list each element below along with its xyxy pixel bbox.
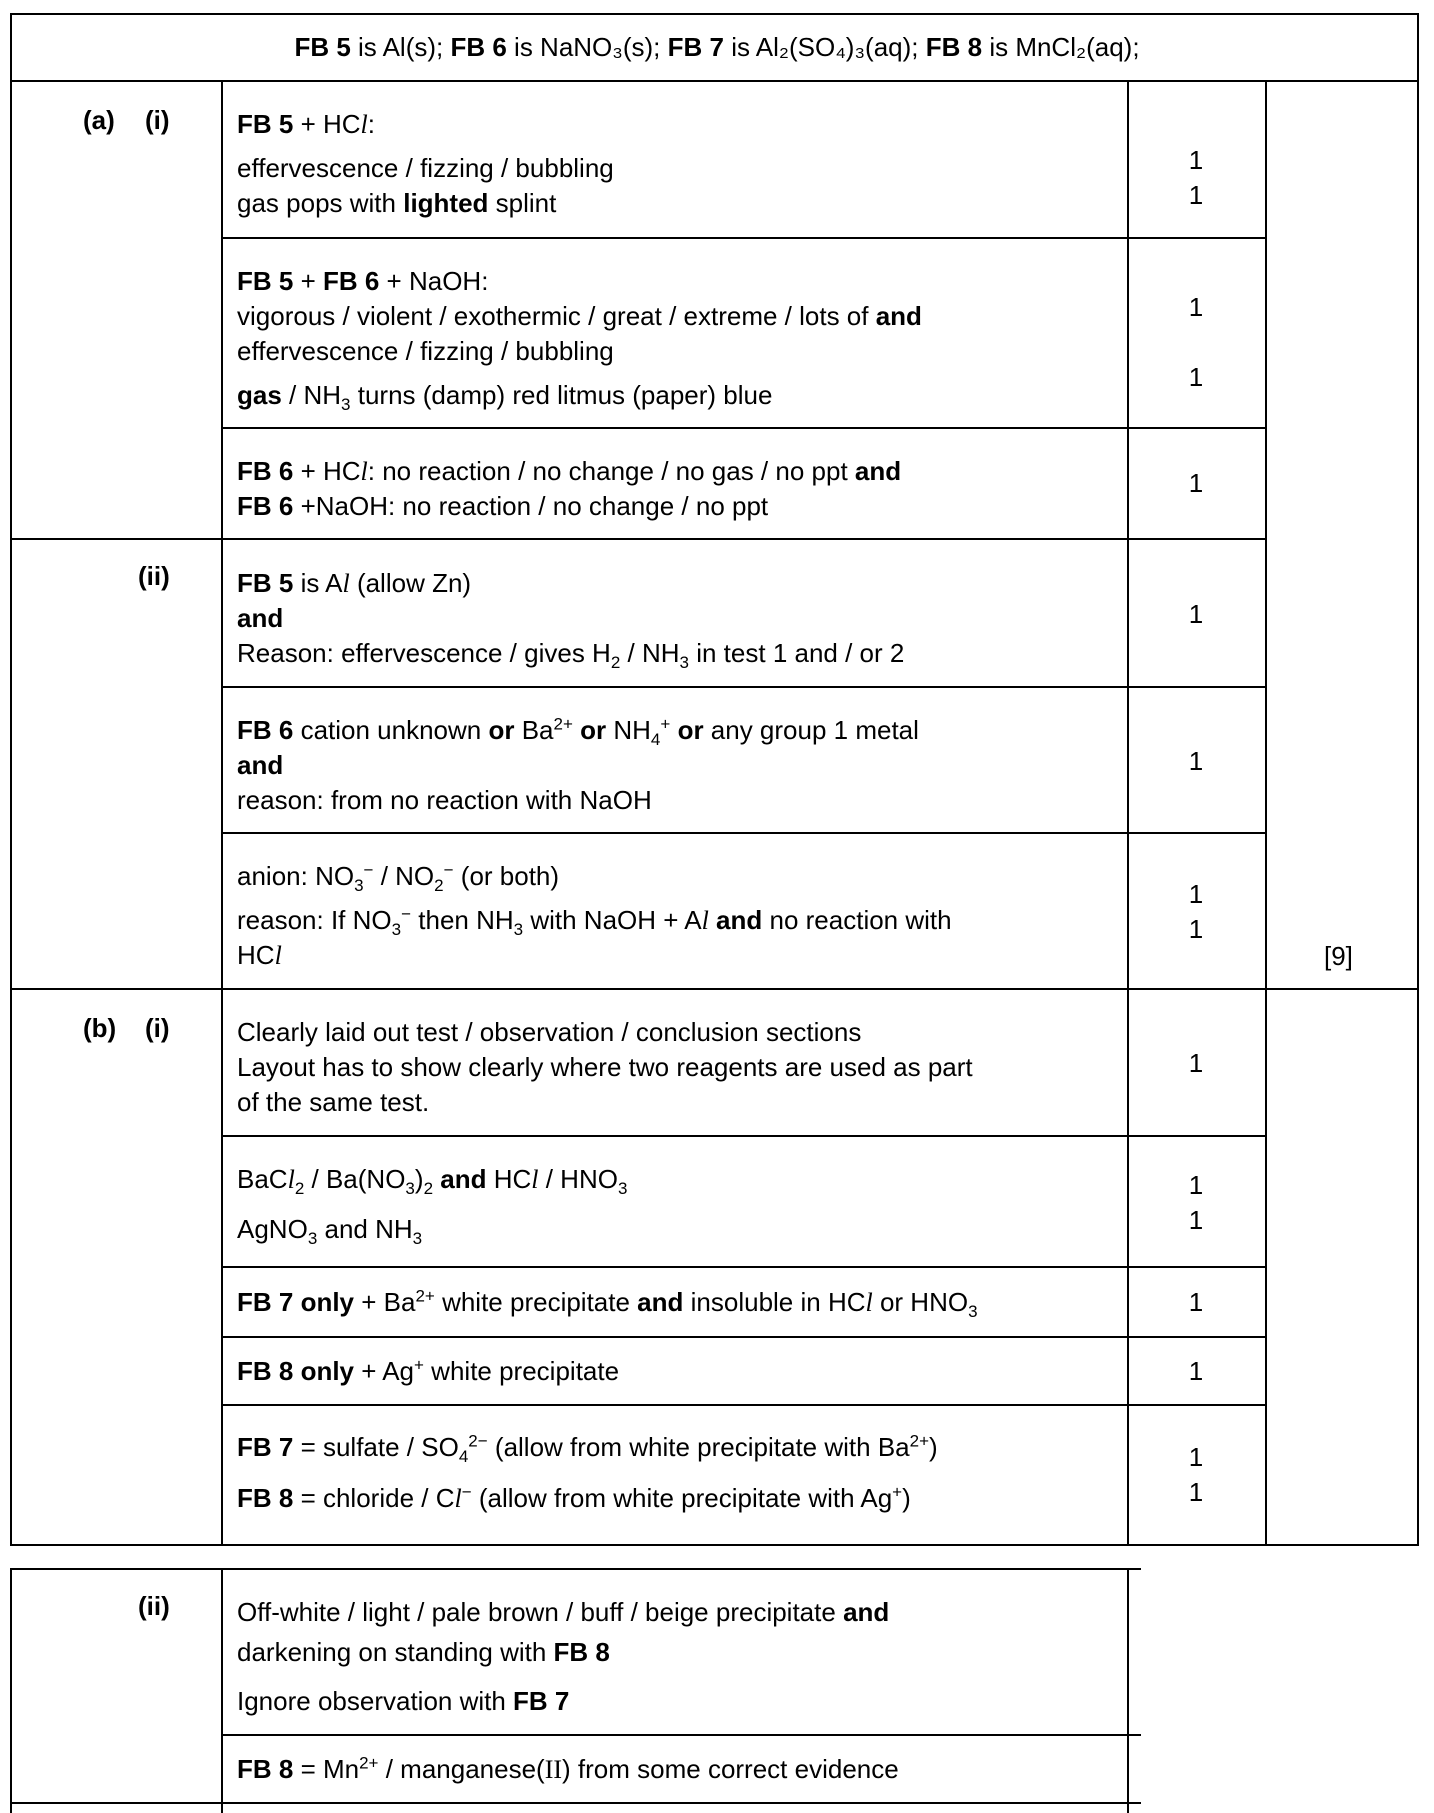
mark: 1 xyxy=(1188,1477,1204,1507)
mark: 1 xyxy=(1188,362,1204,392)
row-line: Reason: effervescence / gives $H_2 / NH_3$ in test 1 and / or 2 xyxy=(237,638,905,673)
fb7-identity: is Al₂(SO₄)₃(aq); xyxy=(723,32,926,62)
row-line: Off-white / light / pale brown / buff / beige precipitate and xyxy=(237,1597,890,1627)
mark: 1 xyxy=(1188,599,1204,629)
row-line: FB 5 + FB 6 + NaOH: xyxy=(237,266,489,296)
fb8-label: FB 8 xyxy=(925,32,983,62)
fb5-identity: is Al(s); xyxy=(350,32,451,62)
part-b-ii-label: (ii) xyxy=(138,1591,170,1621)
row-line: FB 6 +NaOH: no reaction / no change / no ppt xyxy=(237,491,769,521)
row-line: FB $8 = Mn^{2+}$ / manganese(II) from some correct evidence xyxy=(237,1753,899,1784)
row-line: of the same test. xyxy=(237,1087,430,1117)
mark: 1 xyxy=(1188,746,1204,776)
row-line: vigorous / violent / exothermic / great / extreme / lots of and xyxy=(237,301,922,331)
row-line: Ignore observation with FB 7 xyxy=(237,1686,570,1716)
part-a-ii-label: (ii) xyxy=(138,561,170,591)
total-marks-a: [9] xyxy=(1324,941,1353,971)
row-line: and xyxy=(237,603,284,633)
mark: 1 xyxy=(1188,1287,1204,1317)
row-line: FB 8 only + Ag+ white precipitate xyxy=(237,1355,620,1386)
mark: 1 xyxy=(1188,1048,1204,1078)
row-line: FB 7 only + $Ba^{2+}$ white precipitate and insoluble in HCl or $HNO_3$ xyxy=(237,1286,978,1322)
row-line: darkening on standing with FB 8 xyxy=(237,1637,610,1667)
row-line: reason: from no reaction with NaOH xyxy=(237,785,652,815)
row-line: FB 5 + HCl: xyxy=(237,109,375,139)
row-line: FB 5 is Al (allow Zn) xyxy=(237,568,472,598)
row-line: and xyxy=(237,750,284,780)
mark: 1 xyxy=(1188,180,1204,210)
part-b-i-label: (i) xyxy=(145,1013,170,1043)
row-line: anion: $NO_3^- / NO_2^-$ (or both) xyxy=(237,860,560,896)
fb6-identity: is NaNO₃(s); xyxy=(506,32,668,62)
mark: 1 xyxy=(1188,292,1204,322)
row-line: BaCl$_2$ / $Ba(NO_3)_2$ and HCl / $HNO_3$ xyxy=(237,1164,628,1199)
mark: 1 xyxy=(1188,1205,1204,1235)
row-line: FB 6 cation unknown or $Ba^{2+}$ or $NH_4^+$ or any group 1 metal xyxy=(237,714,919,750)
mark: 1 xyxy=(1188,468,1204,498)
mark: 1 xyxy=(1188,145,1204,175)
row-line: FB 6 + HCl: no reaction / no change / no gas / no ppt and xyxy=(237,456,902,486)
fb7-label: FB 7 xyxy=(667,32,724,62)
row-line: Layout has to show clearly where two reagents are used as part xyxy=(237,1052,973,1082)
row-line: effervescence / fizzing / bubbling xyxy=(237,153,614,183)
mark: 1 xyxy=(1188,879,1204,909)
row-line: FB 8 = chloride / Cl− (allow from white precipitate with Ag+) xyxy=(237,1482,911,1513)
fb8-identity: is MnCl₂(aq); xyxy=(982,32,1140,62)
mark: 1 xyxy=(1188,1442,1204,1472)
part-a-label: (a) xyxy=(83,105,115,135)
fb6-label: FB 6 xyxy=(450,32,507,62)
row-line: Clearly laid out test / observation / conclusion sections xyxy=(237,1017,862,1047)
fb5-label: FB 5 xyxy=(294,32,351,62)
mark: 1 xyxy=(1188,1170,1204,1200)
row-line: gas pops with lighted splint xyxy=(237,188,557,218)
row-line: HCl xyxy=(237,940,282,970)
mark: 1 xyxy=(1188,914,1204,944)
row-line: FB 7 = sulfate / $SO_4^{2-}$ (allow from white precipitate with $Ba^{2+}$) xyxy=(237,1431,938,1467)
part-a-i-label: (i) xyxy=(145,105,170,135)
row-line: AgNO$_3$ and $NH_3$ xyxy=(237,1214,423,1249)
header-row xyxy=(0,30,1434,64)
row-line: reason: If $NO_3^-$ then $NH_3$ with NaOH + Al and no reaction with xyxy=(237,904,952,940)
row-line: effervescence / fizzing / bubbling xyxy=(237,336,614,366)
row-line: gas / $NH_3$ turns (damp) red litmus (paper) blue xyxy=(237,380,773,415)
mark: 1 xyxy=(1188,1356,1204,1386)
part-b-label: (b) xyxy=(83,1013,117,1043)
